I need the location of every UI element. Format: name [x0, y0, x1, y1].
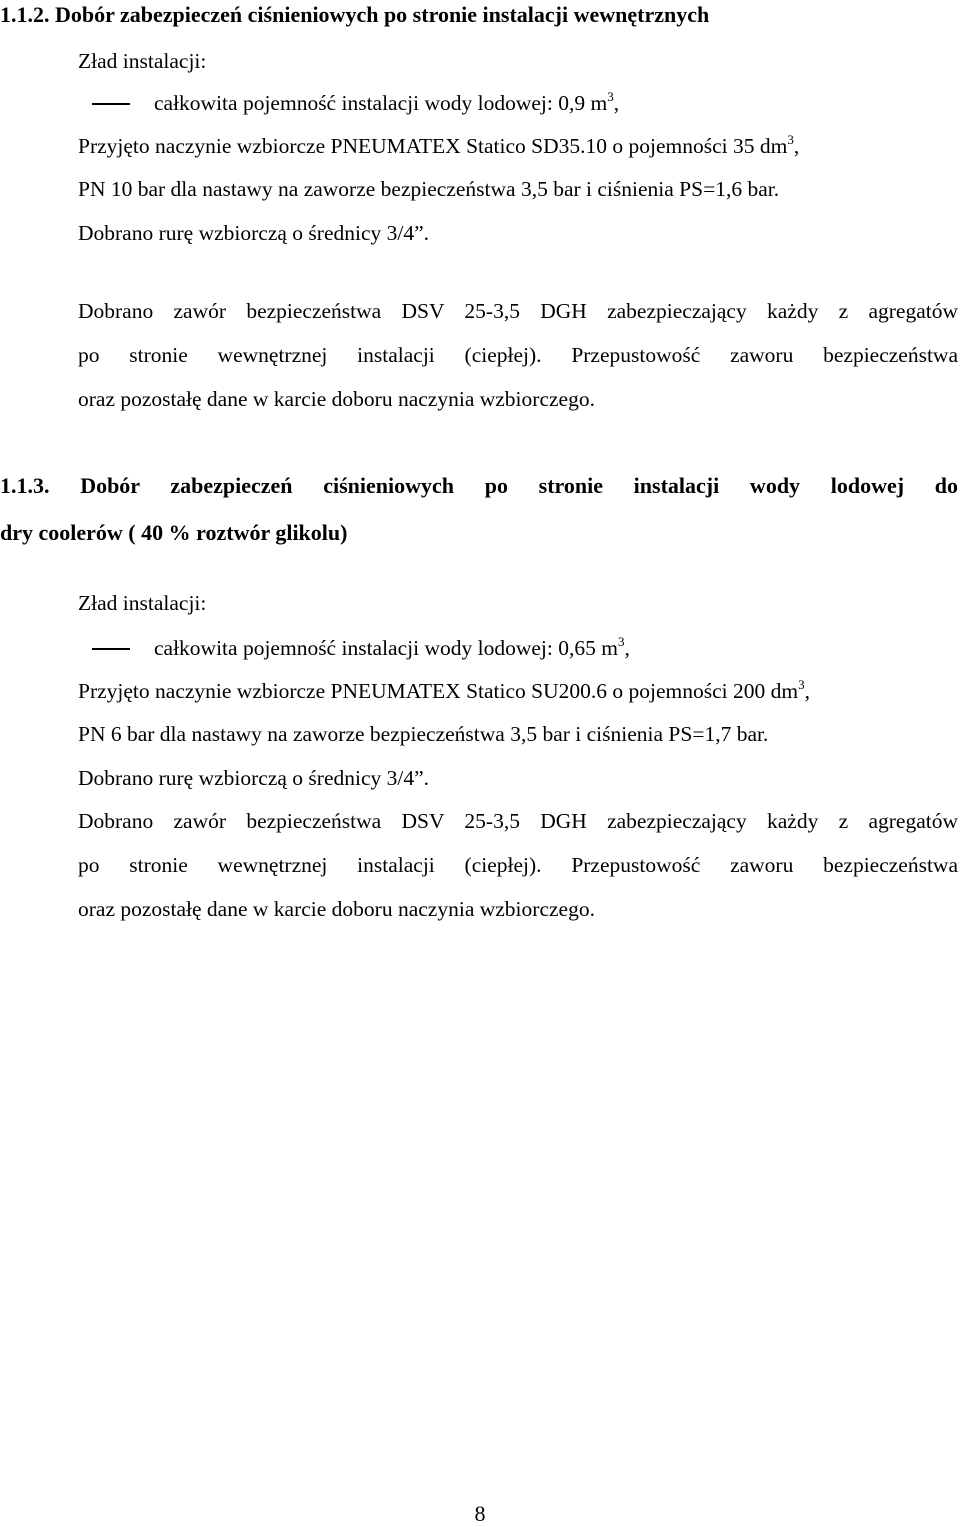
- section-2-heading-line-2: dry coolerów ( 40 % roztwór glikolu): [0, 520, 348, 545]
- section-2-pipe: Dobrano rurę wzbiorczą o średnicy 3/4”.: [78, 766, 430, 790]
- section-1-list-dash: [92, 103, 130, 105]
- section-2-valve-line-3: oraz pozostałę dane w karcie doboru naczynia wzbiorczego.: [78, 897, 595, 921]
- section-2-valve-line-2: po stronie wewnętrznej instalacji (ciepłej). Przepustowość zaworu bezpieczeństwa: [78, 853, 958, 877]
- section-2-vessel-line-2: PN 6 bar dla nastawy na zaworze bezpieczeństwa 3,5 bar i ciśnienia PS=1,7 bar.: [78, 722, 769, 746]
- section-1-valve-line-2: po stronie wewnętrznej instalacji (ciepłej). Przepustowość zaworu bezpieczeństwa: [78, 343, 958, 367]
- section-1-zlad-label: Zład instalacji:: [78, 49, 207, 73]
- section-2-capacity-item: całkowita pojemność instalacji wody lodowej: 0,65 $m^3$,: [154, 634, 630, 660]
- section-1-capacity-item: całkowita pojemność instalacji wody lodowej: 0,9 $m^3$,: [154, 89, 620, 115]
- section-1-pipe: Dobrano rurę wzbiorczą o średnicy 3/4”.: [78, 221, 430, 245]
- section-1-heading: 1.1.2. Dobór zabezpieczeń ciśnieniowych po stronie instalacji wewnętrznych: [0, 2, 710, 27]
- section-2-zlad-label: Zład instalacji:: [78, 591, 207, 615]
- section-2-list-dash: [92, 648, 130, 650]
- section-1-vessel-line-1: Przyjęto naczynie wzbiorcze PNEUMATEX Statico SD35.10 o pojemności 35 $dm^3$,: [78, 132, 800, 158]
- section-2-vessel-line-1: Przyjęto naczynie wzbiorcze PNEUMATEX Statico SU200.6 o pojemności 200 $dm^3$,: [78, 677, 810, 703]
- page-number: 8: [474, 1501, 486, 1526]
- section-1-valve-line-1: Dobrano zawór bezpieczeństwa DSV 25-3,5 DGH zabezpieczający każdy z agregatów: [78, 299, 958, 323]
- section-2-heading-line-1: 1.1.3. Dobór zabezpieczeń ciśnieniowych po stronie instalacji wody lodowej do: [0, 473, 958, 498]
- section-1-valve-line-3: oraz pozostałę dane w karcie doboru naczynia wzbiorczego.: [78, 387, 595, 411]
- section-1-vessel-line-2: PN 10 bar dla nastawy na zaworze bezpieczeństwa 3,5 bar i ciśnienia PS=1,6 bar.: [78, 177, 780, 201]
- section-2-valve-line-1: Dobrano zawór bezpieczeństwa DSV 25-3,5 DGH zabezpieczający każdy z agregatów: [78, 809, 958, 833]
